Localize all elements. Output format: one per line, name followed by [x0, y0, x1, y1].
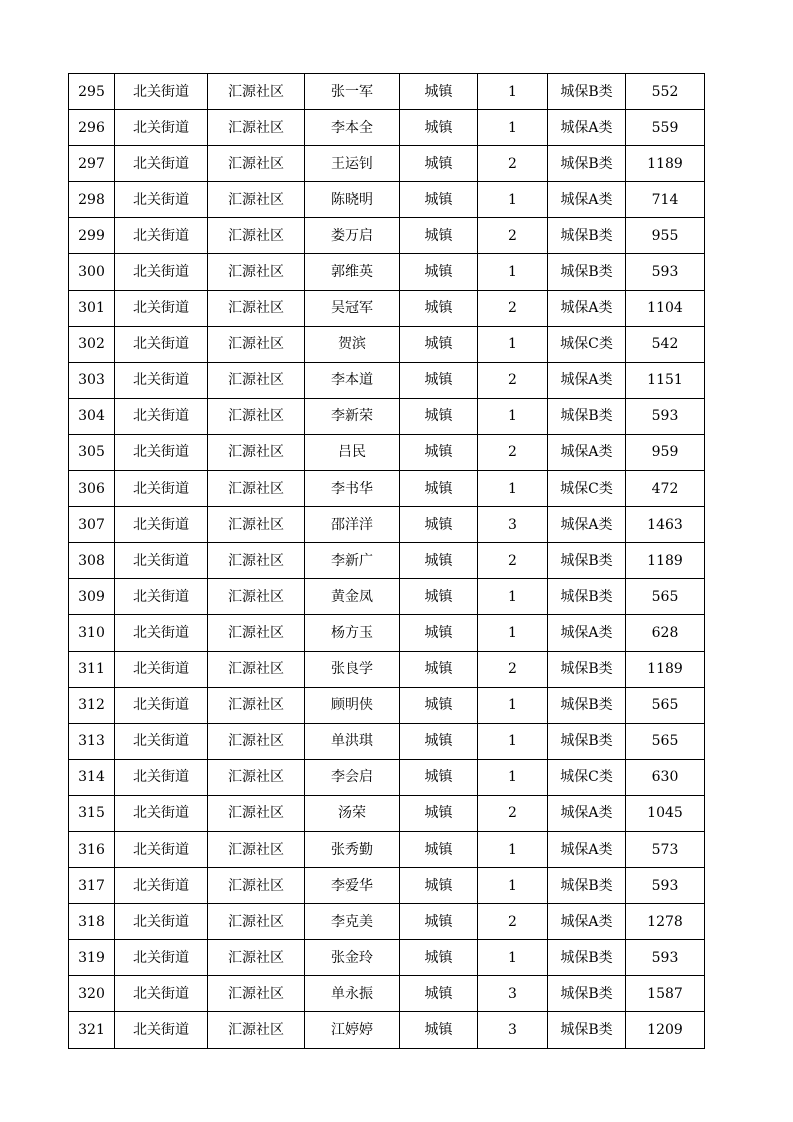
community-cell: 汇源社区: [208, 543, 305, 579]
name-cell: 李书华: [305, 471, 400, 507]
row-number-cell: 299: [69, 218, 115, 254]
name-cell: 吕民: [305, 434, 400, 470]
assistance-category-cell: 城保B类: [548, 1012, 626, 1048]
table-row: [69, 795, 705, 831]
persons-count-cell: 1: [478, 326, 548, 362]
name-cell: 陈晓明: [305, 182, 400, 218]
street-cell: 北关街道: [115, 976, 208, 1012]
beneficiary-table: [68, 73, 705, 1049]
assistance-category-cell: 城保B类: [548, 651, 626, 687]
household-type-cell: 城镇: [400, 182, 478, 218]
table-body: [69, 74, 705, 1049]
name-cell: 顾明侠: [305, 687, 400, 723]
community-cell: 汇源社区: [208, 471, 305, 507]
row-number-cell: 305: [69, 434, 115, 470]
persons-count-cell: 2: [478, 218, 548, 254]
table-row: [69, 146, 705, 182]
assistance-category-cell: 城保B类: [548, 543, 626, 579]
amount-cell: 1189: [626, 651, 705, 687]
table-row: [69, 940, 705, 976]
community-cell: 汇源社区: [208, 290, 305, 326]
row-number-cell: 303: [69, 362, 115, 398]
row-number-cell: 316: [69, 831, 115, 867]
amount-cell: 628: [626, 615, 705, 651]
assistance-category-cell: 城保B类: [548, 940, 626, 976]
community-cell: 汇源社区: [208, 398, 305, 434]
table-row: [69, 543, 705, 579]
amount-cell: 593: [626, 940, 705, 976]
row-number-cell: 321: [69, 1012, 115, 1048]
community-cell: 汇源社区: [208, 723, 305, 759]
persons-count-cell: 1: [478, 398, 548, 434]
row-number-cell: 308: [69, 543, 115, 579]
street-cell: 北关街道: [115, 723, 208, 759]
persons-count-cell: 1: [478, 615, 548, 651]
table-row: [69, 615, 705, 651]
amount-cell: 1189: [626, 543, 705, 579]
street-cell: 北关街道: [115, 579, 208, 615]
row-number-cell: 309: [69, 579, 115, 615]
row-number-cell: 298: [69, 182, 115, 218]
name-cell: 李会启: [305, 759, 400, 795]
name-cell: 张金玲: [305, 940, 400, 976]
assistance-category-cell: 城保A类: [548, 615, 626, 651]
community-cell: 汇源社区: [208, 940, 305, 976]
household-type-cell: 城镇: [400, 651, 478, 687]
assistance-category-cell: 城保B类: [548, 74, 626, 110]
street-cell: 北关街道: [115, 1012, 208, 1048]
street-cell: 北关街道: [115, 507, 208, 543]
street-cell: 北关街道: [115, 904, 208, 940]
name-cell: 张良学: [305, 651, 400, 687]
community-cell: 汇源社区: [208, 146, 305, 182]
household-type-cell: 城镇: [400, 507, 478, 543]
household-type-cell: 城镇: [400, 326, 478, 362]
persons-count-cell: 1: [478, 579, 548, 615]
amount-cell: 542: [626, 326, 705, 362]
table-row: [69, 362, 705, 398]
assistance-category-cell: 城保C类: [548, 759, 626, 795]
amount-cell: 1104: [626, 290, 705, 326]
table-row: [69, 507, 705, 543]
name-cell: 张秀勤: [305, 831, 400, 867]
row-number-cell: 295: [69, 74, 115, 110]
assistance-category-cell: 城保A类: [548, 795, 626, 831]
assistance-category-cell: 城保A类: [548, 362, 626, 398]
community-cell: 汇源社区: [208, 687, 305, 723]
street-cell: 北关街道: [115, 759, 208, 795]
community-cell: 汇源社区: [208, 1012, 305, 1048]
table-row: [69, 723, 705, 759]
row-number-cell: 320: [69, 976, 115, 1012]
household-type-cell: 城镇: [400, 110, 478, 146]
persons-count-cell: 1: [478, 831, 548, 867]
row-number-cell: 301: [69, 290, 115, 326]
table-row: [69, 110, 705, 146]
community-cell: 汇源社区: [208, 182, 305, 218]
row-number-cell: 318: [69, 904, 115, 940]
street-cell: 北关街道: [115, 651, 208, 687]
table-row: [69, 1012, 705, 1048]
household-type-cell: 城镇: [400, 74, 478, 110]
name-cell: 娄万启: [305, 218, 400, 254]
persons-count-cell: 2: [478, 290, 548, 326]
amount-cell: 1587: [626, 976, 705, 1012]
row-number-cell: 317: [69, 868, 115, 904]
amount-cell: 552: [626, 74, 705, 110]
assistance-category-cell: 城保A类: [548, 110, 626, 146]
amount-cell: 565: [626, 579, 705, 615]
household-type-cell: 城镇: [400, 795, 478, 831]
assistance-category-cell: 城保A类: [548, 904, 626, 940]
row-number-cell: 297: [69, 146, 115, 182]
name-cell: 李新荣: [305, 398, 400, 434]
amount-cell: 472: [626, 471, 705, 507]
household-type-cell: 城镇: [400, 904, 478, 940]
street-cell: 北关街道: [115, 74, 208, 110]
household-type-cell: 城镇: [400, 723, 478, 759]
community-cell: 汇源社区: [208, 110, 305, 146]
household-type-cell: 城镇: [400, 940, 478, 976]
persons-count-cell: 1: [478, 110, 548, 146]
community-cell: 汇源社区: [208, 904, 305, 940]
street-cell: 北关街道: [115, 254, 208, 290]
assistance-category-cell: 城保B类: [548, 976, 626, 1012]
persons-count-cell: 2: [478, 904, 548, 940]
persons-count-cell: 1: [478, 723, 548, 759]
assistance-category-cell: 城保A类: [548, 507, 626, 543]
persons-count-cell: 2: [478, 434, 548, 470]
assistance-category-cell: 城保B类: [548, 146, 626, 182]
row-number-cell: 311: [69, 651, 115, 687]
row-number-cell: 310: [69, 615, 115, 651]
name-cell: 杨方玉: [305, 615, 400, 651]
name-cell: 单永振: [305, 976, 400, 1012]
household-type-cell: 城镇: [400, 759, 478, 795]
name-cell: 汤荣: [305, 795, 400, 831]
amount-cell: 630: [626, 759, 705, 795]
persons-count-cell: 1: [478, 868, 548, 904]
street-cell: 北关街道: [115, 687, 208, 723]
community-cell: 汇源社区: [208, 868, 305, 904]
street-cell: 北关街道: [115, 831, 208, 867]
household-type-cell: 城镇: [400, 146, 478, 182]
table-row: [69, 868, 705, 904]
row-number-cell: 306: [69, 471, 115, 507]
persons-count-cell: 1: [478, 74, 548, 110]
street-cell: 北关街道: [115, 326, 208, 362]
street-cell: 北关街道: [115, 398, 208, 434]
community-cell: 汇源社区: [208, 507, 305, 543]
community-cell: 汇源社区: [208, 615, 305, 651]
table-row: [69, 326, 705, 362]
document-page: [68, 73, 705, 1049]
assistance-category-cell: 城保A类: [548, 831, 626, 867]
household-type-cell: 城镇: [400, 543, 478, 579]
row-number-cell: 315: [69, 795, 115, 831]
assistance-category-cell: 城保B类: [548, 579, 626, 615]
household-type-cell: 城镇: [400, 976, 478, 1012]
persons-count-cell: 1: [478, 940, 548, 976]
community-cell: 汇源社区: [208, 795, 305, 831]
household-type-cell: 城镇: [400, 1012, 478, 1048]
name-cell: 郭维英: [305, 254, 400, 290]
household-type-cell: 城镇: [400, 290, 478, 326]
amount-cell: 573: [626, 831, 705, 867]
household-type-cell: 城镇: [400, 471, 478, 507]
row-number-cell: 312: [69, 687, 115, 723]
table-row: [69, 904, 705, 940]
table-row: [69, 398, 705, 434]
persons-count-cell: 3: [478, 507, 548, 543]
community-cell: 汇源社区: [208, 218, 305, 254]
assistance-category-cell: 城保B类: [548, 398, 626, 434]
amount-cell: 955: [626, 218, 705, 254]
name-cell: 李本全: [305, 110, 400, 146]
street-cell: 北关街道: [115, 110, 208, 146]
amount-cell: 565: [626, 723, 705, 759]
household-type-cell: 城镇: [400, 831, 478, 867]
amount-cell: 1189: [626, 146, 705, 182]
community-cell: 汇源社区: [208, 759, 305, 795]
assistance-category-cell: 城保B类: [548, 868, 626, 904]
persons-count-cell: 2: [478, 543, 548, 579]
amount-cell: 593: [626, 254, 705, 290]
street-cell: 北关街道: [115, 218, 208, 254]
name-cell: 张一军: [305, 74, 400, 110]
name-cell: 黄金凤: [305, 579, 400, 615]
amount-cell: 1045: [626, 795, 705, 831]
persons-count-cell: 1: [478, 471, 548, 507]
street-cell: 北关街道: [115, 615, 208, 651]
street-cell: 北关街道: [115, 362, 208, 398]
row-number-cell: 307: [69, 507, 115, 543]
community-cell: 汇源社区: [208, 434, 305, 470]
table-row: [69, 579, 705, 615]
persons-count-cell: 2: [478, 795, 548, 831]
row-number-cell: 319: [69, 940, 115, 976]
amount-cell: 1151: [626, 362, 705, 398]
persons-count-cell: 1: [478, 687, 548, 723]
name-cell: 王运钊: [305, 146, 400, 182]
name-cell: 李爱华: [305, 868, 400, 904]
street-cell: 北关街道: [115, 868, 208, 904]
persons-count-cell: 1: [478, 182, 548, 218]
persons-count-cell: 1: [478, 254, 548, 290]
street-cell: 北关街道: [115, 471, 208, 507]
household-type-cell: 城镇: [400, 615, 478, 651]
amount-cell: 1209: [626, 1012, 705, 1048]
persons-count-cell: 3: [478, 1012, 548, 1048]
community-cell: 汇源社区: [208, 976, 305, 1012]
amount-cell: 1278: [626, 904, 705, 940]
amount-cell: 593: [626, 398, 705, 434]
row-number-cell: 300: [69, 254, 115, 290]
assistance-category-cell: 城保B类: [548, 687, 626, 723]
community-cell: 汇源社区: [208, 831, 305, 867]
persons-count-cell: 3: [478, 976, 548, 1012]
street-cell: 北关街道: [115, 795, 208, 831]
row-number-cell: 314: [69, 759, 115, 795]
name-cell: 贺滨: [305, 326, 400, 362]
assistance-category-cell: 城保A类: [548, 434, 626, 470]
community-cell: 汇源社区: [208, 362, 305, 398]
name-cell: 李本道: [305, 362, 400, 398]
table-row: [69, 254, 705, 290]
community-cell: 汇源社区: [208, 74, 305, 110]
community-cell: 汇源社区: [208, 326, 305, 362]
community-cell: 汇源社区: [208, 579, 305, 615]
household-type-cell: 城镇: [400, 434, 478, 470]
persons-count-cell: 2: [478, 651, 548, 687]
street-cell: 北关街道: [115, 290, 208, 326]
table-row: [69, 74, 705, 110]
table-row: [69, 687, 705, 723]
amount-cell: 565: [626, 687, 705, 723]
amount-cell: 714: [626, 182, 705, 218]
persons-count-cell: 2: [478, 362, 548, 398]
name-cell: 邵洋洋: [305, 507, 400, 543]
table-row: [69, 182, 705, 218]
name-cell: 吴冠军: [305, 290, 400, 326]
community-cell: 汇源社区: [208, 651, 305, 687]
street-cell: 北关街道: [115, 940, 208, 976]
street-cell: 北关街道: [115, 182, 208, 218]
assistance-category-cell: 城保B类: [548, 254, 626, 290]
name-cell: 江婷婷: [305, 1012, 400, 1048]
amount-cell: 559: [626, 110, 705, 146]
persons-count-cell: 2: [478, 146, 548, 182]
row-number-cell: 304: [69, 398, 115, 434]
street-cell: 北关街道: [115, 146, 208, 182]
row-number-cell: 302: [69, 326, 115, 362]
household-type-cell: 城镇: [400, 218, 478, 254]
name-cell: 李新广: [305, 543, 400, 579]
table-row: [69, 831, 705, 867]
amount-cell: 593: [626, 868, 705, 904]
household-type-cell: 城镇: [400, 868, 478, 904]
table-row: [69, 290, 705, 326]
row-number-cell: 296: [69, 110, 115, 146]
amount-cell: 959: [626, 434, 705, 470]
assistance-category-cell: 城保A类: [548, 290, 626, 326]
street-cell: 北关街道: [115, 543, 208, 579]
household-type-cell: 城镇: [400, 254, 478, 290]
community-cell: 汇源社区: [208, 254, 305, 290]
table-row: [69, 651, 705, 687]
table-row: [69, 976, 705, 1012]
row-number-cell: 313: [69, 723, 115, 759]
household-type-cell: 城镇: [400, 579, 478, 615]
household-type-cell: 城镇: [400, 687, 478, 723]
table-row: [69, 471, 705, 507]
assistance-category-cell: 城保A类: [548, 182, 626, 218]
street-cell: 北关街道: [115, 434, 208, 470]
name-cell: 李克美: [305, 904, 400, 940]
table-row: [69, 759, 705, 795]
table-row: [69, 218, 705, 254]
amount-cell: 1463: [626, 507, 705, 543]
assistance-category-cell: 城保C类: [548, 326, 626, 362]
assistance-category-cell: 城保C类: [548, 471, 626, 507]
table-row: [69, 434, 705, 470]
household-type-cell: 城镇: [400, 362, 478, 398]
persons-count-cell: 1: [478, 759, 548, 795]
assistance-category-cell: 城保B类: [548, 723, 626, 759]
name-cell: 单洪琪: [305, 723, 400, 759]
assistance-category-cell: 城保B类: [548, 218, 626, 254]
household-type-cell: 城镇: [400, 398, 478, 434]
